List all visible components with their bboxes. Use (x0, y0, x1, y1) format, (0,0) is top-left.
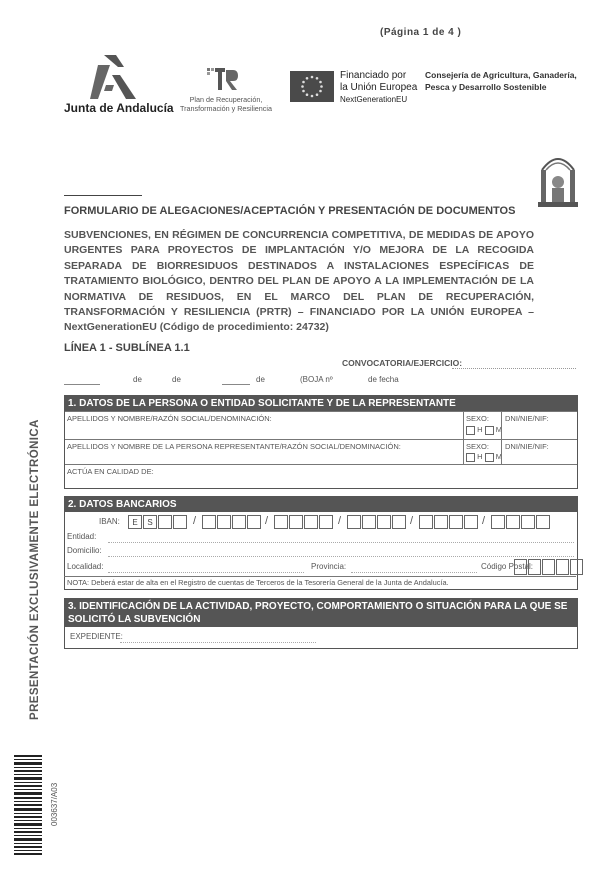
iban-box[interactable] (449, 515, 463, 529)
representative-row (65, 439, 577, 464)
iban-separator: / (265, 515, 269, 527)
entidad-label: Entidad: (67, 532, 97, 541)
cp-box[interactable] (542, 559, 555, 575)
iban-box[interactable] (217, 515, 231, 529)
sexo-m-checkbox[interactable] (485, 426, 494, 435)
consejeria-line-2: Pesca y Desarrollo Sostenible (425, 82, 547, 92)
cp-box[interactable] (570, 559, 583, 575)
iban-box[interactable] (362, 515, 376, 529)
title-rule (64, 195, 142, 196)
actua-label: ACTÚA EN CALIDAD DE: (67, 467, 154, 476)
iban-box[interactable] (247, 515, 261, 529)
section-1-title: 1. DATOS DE LA PERSONA O ENTIDAD SOLICITANTE Y DE LA REPRESENTANTE (65, 396, 577, 411)
iban-country-boxes[interactable] (128, 515, 188, 529)
provincia-label: Provincia: (311, 562, 347, 571)
subtitle-line: SEPARADA DE BIORRESIDUOS DESTINADOS A INSTALACIONES ESPECÍFICAS DE (64, 259, 534, 272)
dni-label: DNI/NIE/NIF: (505, 414, 549, 423)
iban-box[interactable]: E (128, 515, 142, 529)
date-de-2: de (172, 375, 181, 384)
iban-box[interactable] (506, 515, 520, 529)
iban-box[interactable] (232, 515, 246, 529)
eu-flag-icon (290, 71, 334, 102)
actua-row (65, 464, 577, 489)
prtr-line-2: Transformación y Resiliencia (179, 104, 272, 113)
iban-group-5[interactable] (419, 515, 479, 529)
barcode-icon (14, 755, 42, 855)
section-1 (64, 395, 578, 489)
prtr-logo (205, 66, 239, 92)
iban-box[interactable] (536, 515, 550, 529)
localidad-label: Localidad: (67, 562, 104, 571)
sexo-options (466, 425, 502, 435)
eu-funding-text (340, 70, 417, 106)
barcode-code: 003637/A03 (50, 782, 59, 826)
de-fecha-label: de fecha (368, 375, 399, 384)
cp-box[interactable] (514, 559, 527, 575)
presentacion-electronica-label: PRESENTACIÓN EXCLUSIVAMENTE ELECTRÓNICA (29, 419, 41, 720)
prtr-text (176, 95, 276, 113)
eu-line-2: la Unión Europea (340, 82, 418, 93)
iban-group-3[interactable] (274, 515, 334, 529)
page-number: (Página 1 de 4 ) (380, 27, 462, 38)
apellidos-label: APELLIDOS Y NOMBRE/RAZÓN SOCIAL/DENOMINACIÓN: (67, 414, 272, 423)
iban-separator: / (193, 515, 197, 527)
convocatoria-field[interactable] (452, 368, 576, 369)
sexo-label: SEXO: (466, 414, 489, 423)
subtitle-line: TRANSFORMACIÓN Y RESILIENCIA (PRTR) – FINANCIADO POR LA UNIÓN EUROPEA – (64, 306, 534, 319)
cp-boxes[interactable] (514, 559, 583, 575)
date-de-1: de (133, 375, 142, 384)
consejeria-name (425, 69, 585, 93)
iban-label: IBAN: (99, 517, 120, 526)
junta-de-andalucia-logo (90, 55, 136, 99)
andalucia-coat-of-arms-icon (538, 152, 578, 208)
divider (463, 412, 464, 439)
prtr-line-1: Plan de Recuperación, (189, 95, 263, 104)
subtitle-line: NextGenerationEU (Código de procedimiento: 24732) (64, 321, 329, 334)
eu-line-3: NextGenerationEU (340, 95, 408, 104)
rep-sexo-m-checkbox[interactable] (485, 453, 494, 462)
section-3-title (65, 599, 577, 627)
section-2-title: 2. DATOS BANCARIOS (65, 497, 577, 512)
iban-box[interactable] (434, 515, 448, 529)
sexo-h-checkbox[interactable] (466, 426, 475, 435)
sexo-h-label: H (477, 425, 483, 434)
entidad-field[interactable] (108, 542, 574, 543)
rep-sexo-options (466, 452, 502, 462)
section-3-title-line-2: SOLICITÓ LA SUBVENCIÓN (68, 614, 201, 625)
divider (463, 440, 464, 464)
iban-box[interactable] (491, 515, 505, 529)
subtitle-line: URGENTES PARA PROYECTOS DE IMPLANTACIÓN Y/O MEJORA DE LA RECOGIDA (64, 244, 534, 257)
apellidos-rep-label: APELLIDOS Y NOMBRE DE LA PERSONA REPRESENTANTE/RAZÓN SOCIAL/DENOMINACIÓN: (67, 442, 401, 451)
iban-box[interactable] (377, 515, 391, 529)
localidad-field[interactable] (108, 572, 304, 573)
iban-box[interactable] (347, 515, 361, 529)
subtitle-line: SUBVENCIONES, EN RÉGIMEN DE CONCURRENCIA COMPETITIVA, DE MEDIDAS DE APOYO (64, 229, 534, 241)
cp-box[interactable] (528, 559, 541, 575)
rep-sexo-h-label: H (477, 452, 483, 461)
iban-box[interactable] (158, 515, 172, 529)
expediente-label: EXPEDIENTE: (70, 632, 123, 641)
iban-box[interactable]: S (143, 515, 157, 529)
document-subtitle (64, 228, 534, 336)
iban-group-4[interactable] (347, 515, 407, 529)
iban-box[interactable] (274, 515, 288, 529)
iban-group-6[interactable] (491, 515, 551, 529)
date-day-field[interactable] (64, 384, 100, 385)
iban-box[interactable] (173, 515, 187, 529)
section-3-title-line-1: 3. IDENTIFICACIÓN DE LA ACTIVIDAD, PROYECTO, COMPORTAMIENTO O SITUACIÓN PARA LA QUE SE (68, 601, 568, 612)
iban-box[interactable] (304, 515, 318, 529)
boja-label: (BOJA nº (300, 375, 333, 384)
nota-text: NOTA: Deberá estar de alta en el Registro de cuentas de Terceros de la Tesorería General de la Junta de Andalucía. (67, 578, 449, 587)
iban-box[interactable] (202, 515, 216, 529)
date-de-3: de (256, 375, 265, 384)
rep-sexo-h-checkbox[interactable] (466, 453, 475, 462)
domicilio-field[interactable] (108, 556, 574, 557)
linea-heading: LÍNEA 1 - SUBLÍNEA 1.1 (64, 342, 190, 354)
iban-group-2[interactable] (202, 515, 262, 529)
cp-label: Código Postal: (481, 562, 534, 571)
eu-line-1: Financiado por (340, 70, 407, 81)
subtitle-line: NORMATIVA DE RESIDUOS, EN EL MARCO DEL PLAN DE RECUPERACIÓN, (64, 290, 534, 303)
applicant-row (65, 411, 577, 439)
expediente-field[interactable] (120, 642, 316, 643)
nota-divider (64, 576, 576, 577)
rep-sexo-label: SEXO: (466, 442, 489, 451)
cp-box[interactable] (556, 559, 569, 575)
iban-separator: / (338, 515, 342, 527)
convocatoria-label: CONVOCATORIA/EJERCICIO: (342, 358, 463, 368)
junta-name: Junta de Andalucía (64, 101, 174, 115)
rep-dni-label: DNI/NIE/NIF: (505, 442, 549, 451)
rep-sexo-m-label: M (495, 452, 502, 461)
iban-box[interactable] (289, 515, 303, 529)
iban-box[interactable] (392, 515, 406, 529)
iban-box[interactable] (464, 515, 478, 529)
iban-box[interactable] (319, 515, 333, 529)
iban-separator: / (410, 515, 414, 527)
iban-separator: / (482, 515, 486, 527)
sexo-m-label: M (495, 425, 502, 434)
divider (501, 412, 502, 439)
iban-box[interactable] (419, 515, 433, 529)
iban-box[interactable] (521, 515, 535, 529)
date-year-field[interactable] (222, 384, 250, 385)
domicilio-label: Domicilio: (67, 546, 102, 555)
subtitle-line: TRATAMIENTO BIOLÓGICO, DENTRO DEL PLAN DE APOYO A LA IMPLEMENTACIÓN DE LA (64, 275, 534, 288)
provincia-field[interactable] (351, 572, 477, 573)
divider (501, 440, 502, 464)
document-title: FORMULARIO DE ALEGACIONES/ACEPTACIÓN Y PRESENTACIÓN DE DOCUMENTOS (64, 205, 516, 217)
consejeria-line-1: Consejería de Agricultura, Ganadería, (425, 70, 577, 80)
